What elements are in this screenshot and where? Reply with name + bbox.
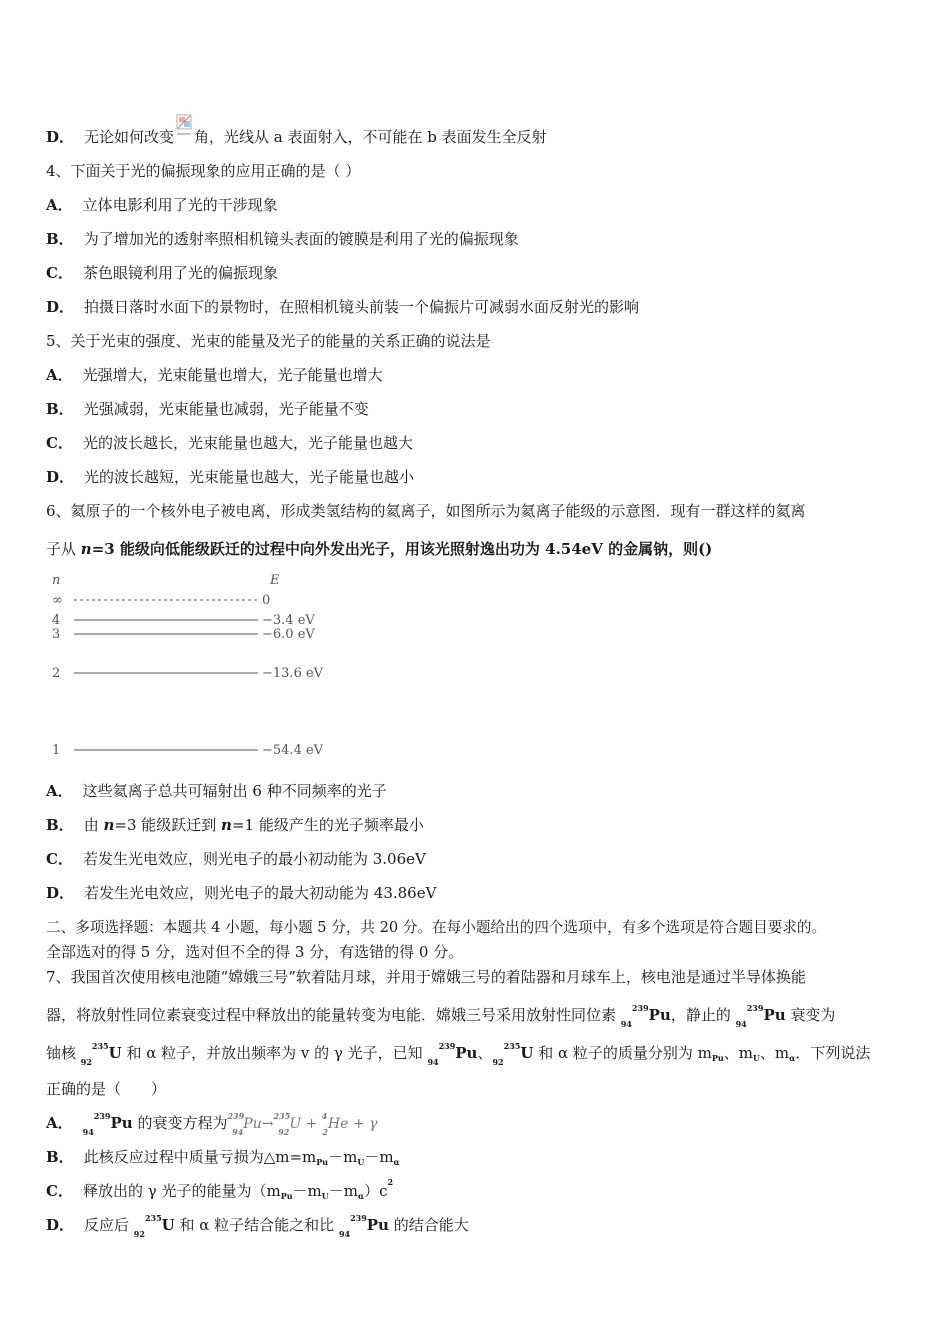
eq-u-a: 235 [273, 1111, 291, 1122]
option-text: 拍摄日落时水面下的景物时，在照相机镜头前装一个偏振片可减弱水面反射光的影响 [84, 298, 640, 316]
eq-plus: + [348, 1116, 370, 1132]
u-symbol: U [520, 1044, 534, 1062]
option-text: －m [328, 1148, 358, 1166]
option-text-post: 角，光线从 a 表面射入，不可能在 b 表面发生全反射 [194, 128, 547, 146]
u-z: 92 [492, 1057, 504, 1067]
eq-plus: + [301, 1116, 322, 1132]
energy-level-diagram [46, 570, 346, 762]
pu-symbol: Pu [455, 1044, 478, 1062]
q7-stem-line1: 7、我国首次使用核电池随“嫦娥三号”软着陆月球，并用于嫦娥三号的着陆器和月球车上，核电池是通过半导体换能 [46, 968, 806, 986]
q6-stem-line1: 6、氦原子的一个核外电子被电离，形成类氢结构的氦离子，如图所示为氦离子能级的示意图．现有一群这样的氦离 [46, 502, 806, 520]
option-label: C． [46, 850, 73, 868]
level-n-label: 4 [52, 613, 61, 628]
option-label: B． [46, 816, 74, 834]
option-label: A． [46, 1114, 73, 1132]
option-label: A． [46, 782, 73, 800]
pu-symbol: Pu [763, 1006, 786, 1024]
q7-option-a [46, 1111, 378, 1137]
n-symbol: n [80, 540, 92, 558]
stem-text: 子从 [46, 540, 81, 558]
stem-text: ．下列说法 [795, 1044, 871, 1062]
pu-symbol: Pu [110, 1114, 133, 1132]
level-energy-label: −3.4 eV [262, 613, 315, 628]
stem-text: 和 α 粒子的质量分别为 m [533, 1044, 712, 1062]
eq-pu-a: 239 [227, 1111, 245, 1122]
option-text: 为了增加光的透射率照相机镜头表面的镀膜是利用了光的偏振现象 [83, 230, 519, 248]
q7-stem-line4: 正确的是（ ） [46, 1080, 167, 1098]
option-text: 和 α 粒子结合能之和比 [174, 1216, 339, 1234]
stem-text: 器，将放射性同位素衰变过程中释放出的能量转变为电能．嫦娥三号采用放射性同位素 [46, 1006, 621, 1024]
level-energy-label: −13.6 eV [262, 666, 324, 681]
eq-he: He [327, 1116, 349, 1132]
pu-symbol: Pu [366, 1216, 389, 1234]
u-z: 92 [80, 1057, 92, 1067]
eq-pu: Pu [243, 1116, 262, 1132]
option-label: B． [46, 400, 74, 418]
option-label: D． [46, 298, 75, 316]
q7-stem-line2 [46, 1003, 836, 1029]
stem-text: =3 能级向低能级跃迁的过程中向外发出光子，用该光照射逸出功为 4.54eV 的金属钠，则() [91, 540, 713, 558]
u-symbol: U [108, 1044, 122, 1062]
level-n-label: ∞ [52, 593, 63, 608]
q4-option-d [46, 297, 639, 317]
q4-stem: 4、下面关于光的偏振现象的应用正确的是（ ） [46, 162, 361, 180]
u-a: 235 [503, 1041, 521, 1051]
mass-sub-u: U [321, 1191, 329, 1201]
n-axis-header: n [52, 573, 61, 588]
eq-pu-z: 94 [232, 1126, 244, 1137]
mass-sub-pu: Pu [316, 1157, 329, 1167]
option-text: 茶色眼镜利用了光的偏振现象 [82, 264, 278, 282]
option-text: 反应后 [84, 1216, 134, 1234]
option-label: A． [46, 366, 73, 384]
pu-a: 239 [93, 1111, 111, 1121]
q6-option-c [46, 849, 426, 869]
q5-option-d [46, 467, 414, 487]
q7-option-c [46, 1177, 394, 1203]
q6-option-b [46, 815, 424, 835]
exponent: 2 [387, 1177, 394, 1187]
mass-sub-alpha: α [789, 1053, 796, 1063]
decay-equation [227, 1111, 378, 1137]
level-n-label: 2 [52, 666, 61, 681]
pu-z: 94 [735, 1019, 747, 1029]
option-label: D． [46, 468, 75, 486]
mass-sub-u: U [357, 1157, 365, 1167]
q7-option-b [46, 1147, 400, 1169]
option-text: 这些氦离子总共可辐射出 6 种不同频率的光子 [82, 782, 387, 800]
option-text: 立体电影利用了光的干涉现象 [82, 196, 278, 214]
option-text: 光的波长越长，光束能量也越大，光子能量也越大 [82, 434, 413, 452]
stem-text: 、m [759, 1044, 790, 1062]
level-energy-label: 0 [262, 593, 271, 608]
option-label: C． [46, 264, 73, 282]
q7-stem-line3 [46, 1043, 870, 1065]
q6-option-a [46, 781, 387, 801]
option-text: 的结合能大 [388, 1216, 469, 1234]
option-text: －m [328, 1182, 358, 1200]
pu-z: 94 [620, 1019, 632, 1029]
u-a: 235 [144, 1213, 162, 1223]
mass-sub-u: U [752, 1053, 760, 1063]
option-text: 的衰变方程为 [132, 1114, 228, 1132]
option-text: =1 能级产生的光子频率最小 [231, 816, 424, 834]
stem-text: 和 α 粒子，并放出频率为 v 的 γ 光子，已知 [121, 1044, 428, 1062]
level-n-label: 3 [52, 627, 61, 642]
option-label: D． [46, 884, 75, 902]
section2-instructions-line1: 二、多项选择题：本题共 4 小题，每小题 5 分，共 20 分。在每小题给出的四个选项中，有多个选项是符合题目要求的。 [46, 919, 827, 936]
eq-gamma: γ [369, 1116, 378, 1132]
option-text: =3 能级跃迁到 [114, 816, 222, 834]
pu-a: 239 [631, 1003, 649, 1013]
angle-image-icon [176, 114, 192, 136]
option-text: －m [364, 1148, 394, 1166]
pu-a: 239 [438, 1041, 456, 1051]
option-text: 光强减弱，光束能量也减弱，光子能量不变 [83, 400, 369, 418]
option-text: 光强增大，光束能量也增大，光子能量也增大 [82, 366, 383, 384]
option-text: 由 [83, 816, 104, 834]
stem-text: 、 [477, 1044, 493, 1062]
option-text-pre: 无论如何改变 [84, 128, 175, 146]
stem-text: 、m [723, 1044, 753, 1062]
option-label: D． [46, 128, 75, 146]
stem-text: 铀核 [46, 1044, 81, 1062]
q4-option-a [46, 195, 278, 215]
q3-option-d [46, 114, 547, 147]
mass-sub-pu: Pu [280, 1191, 293, 1201]
option-text: ）c [364, 1182, 388, 1200]
q5-option-a [46, 365, 383, 385]
q4-option-c [46, 263, 278, 283]
q7-option-d [46, 1213, 469, 1239]
eq-arrow: → [261, 1116, 274, 1132]
option-text: 释放出的 γ 光子的能量为（m [82, 1182, 281, 1200]
option-label: B． [46, 1148, 74, 1166]
level-n-label: 1 [52, 743, 61, 758]
pu-symbol: Pu [648, 1006, 671, 1024]
stem-text: ，静止的 [670, 1006, 736, 1024]
energy-levels [52, 593, 324, 758]
n-symbol: n [103, 816, 115, 834]
eq-he-z: 2 [322, 1126, 328, 1137]
q5-stem: 5、关于光束的强度、光束的能量及光子的能量的关系正确的说法是 [46, 332, 491, 350]
pu-a: 239 [350, 1213, 367, 1223]
level-energy-label: −6.0 eV [262, 627, 315, 642]
section2-instructions-line2: 全部选对的得 5 分，选对但不全的得 3 分，有选错的得 0 分。 [46, 943, 464, 961]
eq-u: U [289, 1116, 302, 1132]
q6-option-d [46, 883, 436, 903]
option-text: 若发生光电效应，则光电子的最大初动能为 43.86eV [84, 884, 437, 902]
option-label: A． [46, 196, 73, 214]
option-text: －m [292, 1182, 322, 1200]
option-text: 光的波长越短，光束能量也越大，光子能量也越小 [84, 468, 415, 486]
pu-z: 94 [82, 1127, 94, 1137]
pu-a: 239 [746, 1003, 764, 1013]
pu-z: 94 [427, 1057, 439, 1067]
q5-option-b [46, 399, 369, 419]
option-label: C． [46, 1182, 73, 1200]
option-label: B． [46, 230, 74, 248]
mass-sub-pu: Pu [711, 1053, 724, 1063]
u-a: 235 [91, 1041, 109, 1051]
eq-u-z: 92 [278, 1126, 290, 1137]
u-z: 92 [133, 1229, 145, 1239]
e-axis-header: E [270, 573, 280, 588]
option-text: 若发生光电效应，则光电子的最小初动能为 3.06eV [82, 850, 426, 868]
mass-sub-alpha: α [357, 1191, 365, 1201]
option-label: D． [46, 1216, 75, 1234]
u-symbol: U [161, 1216, 175, 1234]
option-label: C． [46, 434, 73, 452]
option-text: 此核反应过程中质量亏损为△m=m [83, 1148, 317, 1166]
eq-he-a: 4 [321, 1111, 328, 1122]
pu-z: 94 [338, 1229, 351, 1239]
n-symbol: n [221, 816, 232, 834]
level-energy-label: −54.4 eV [262, 743, 324, 758]
q6-stem-line2 [46, 539, 712, 559]
mass-sub-alpha: α [393, 1157, 400, 1167]
q4-option-b [46, 229, 519, 249]
q5-option-c [46, 433, 413, 453]
stem-text: 衰变为 [785, 1006, 836, 1024]
